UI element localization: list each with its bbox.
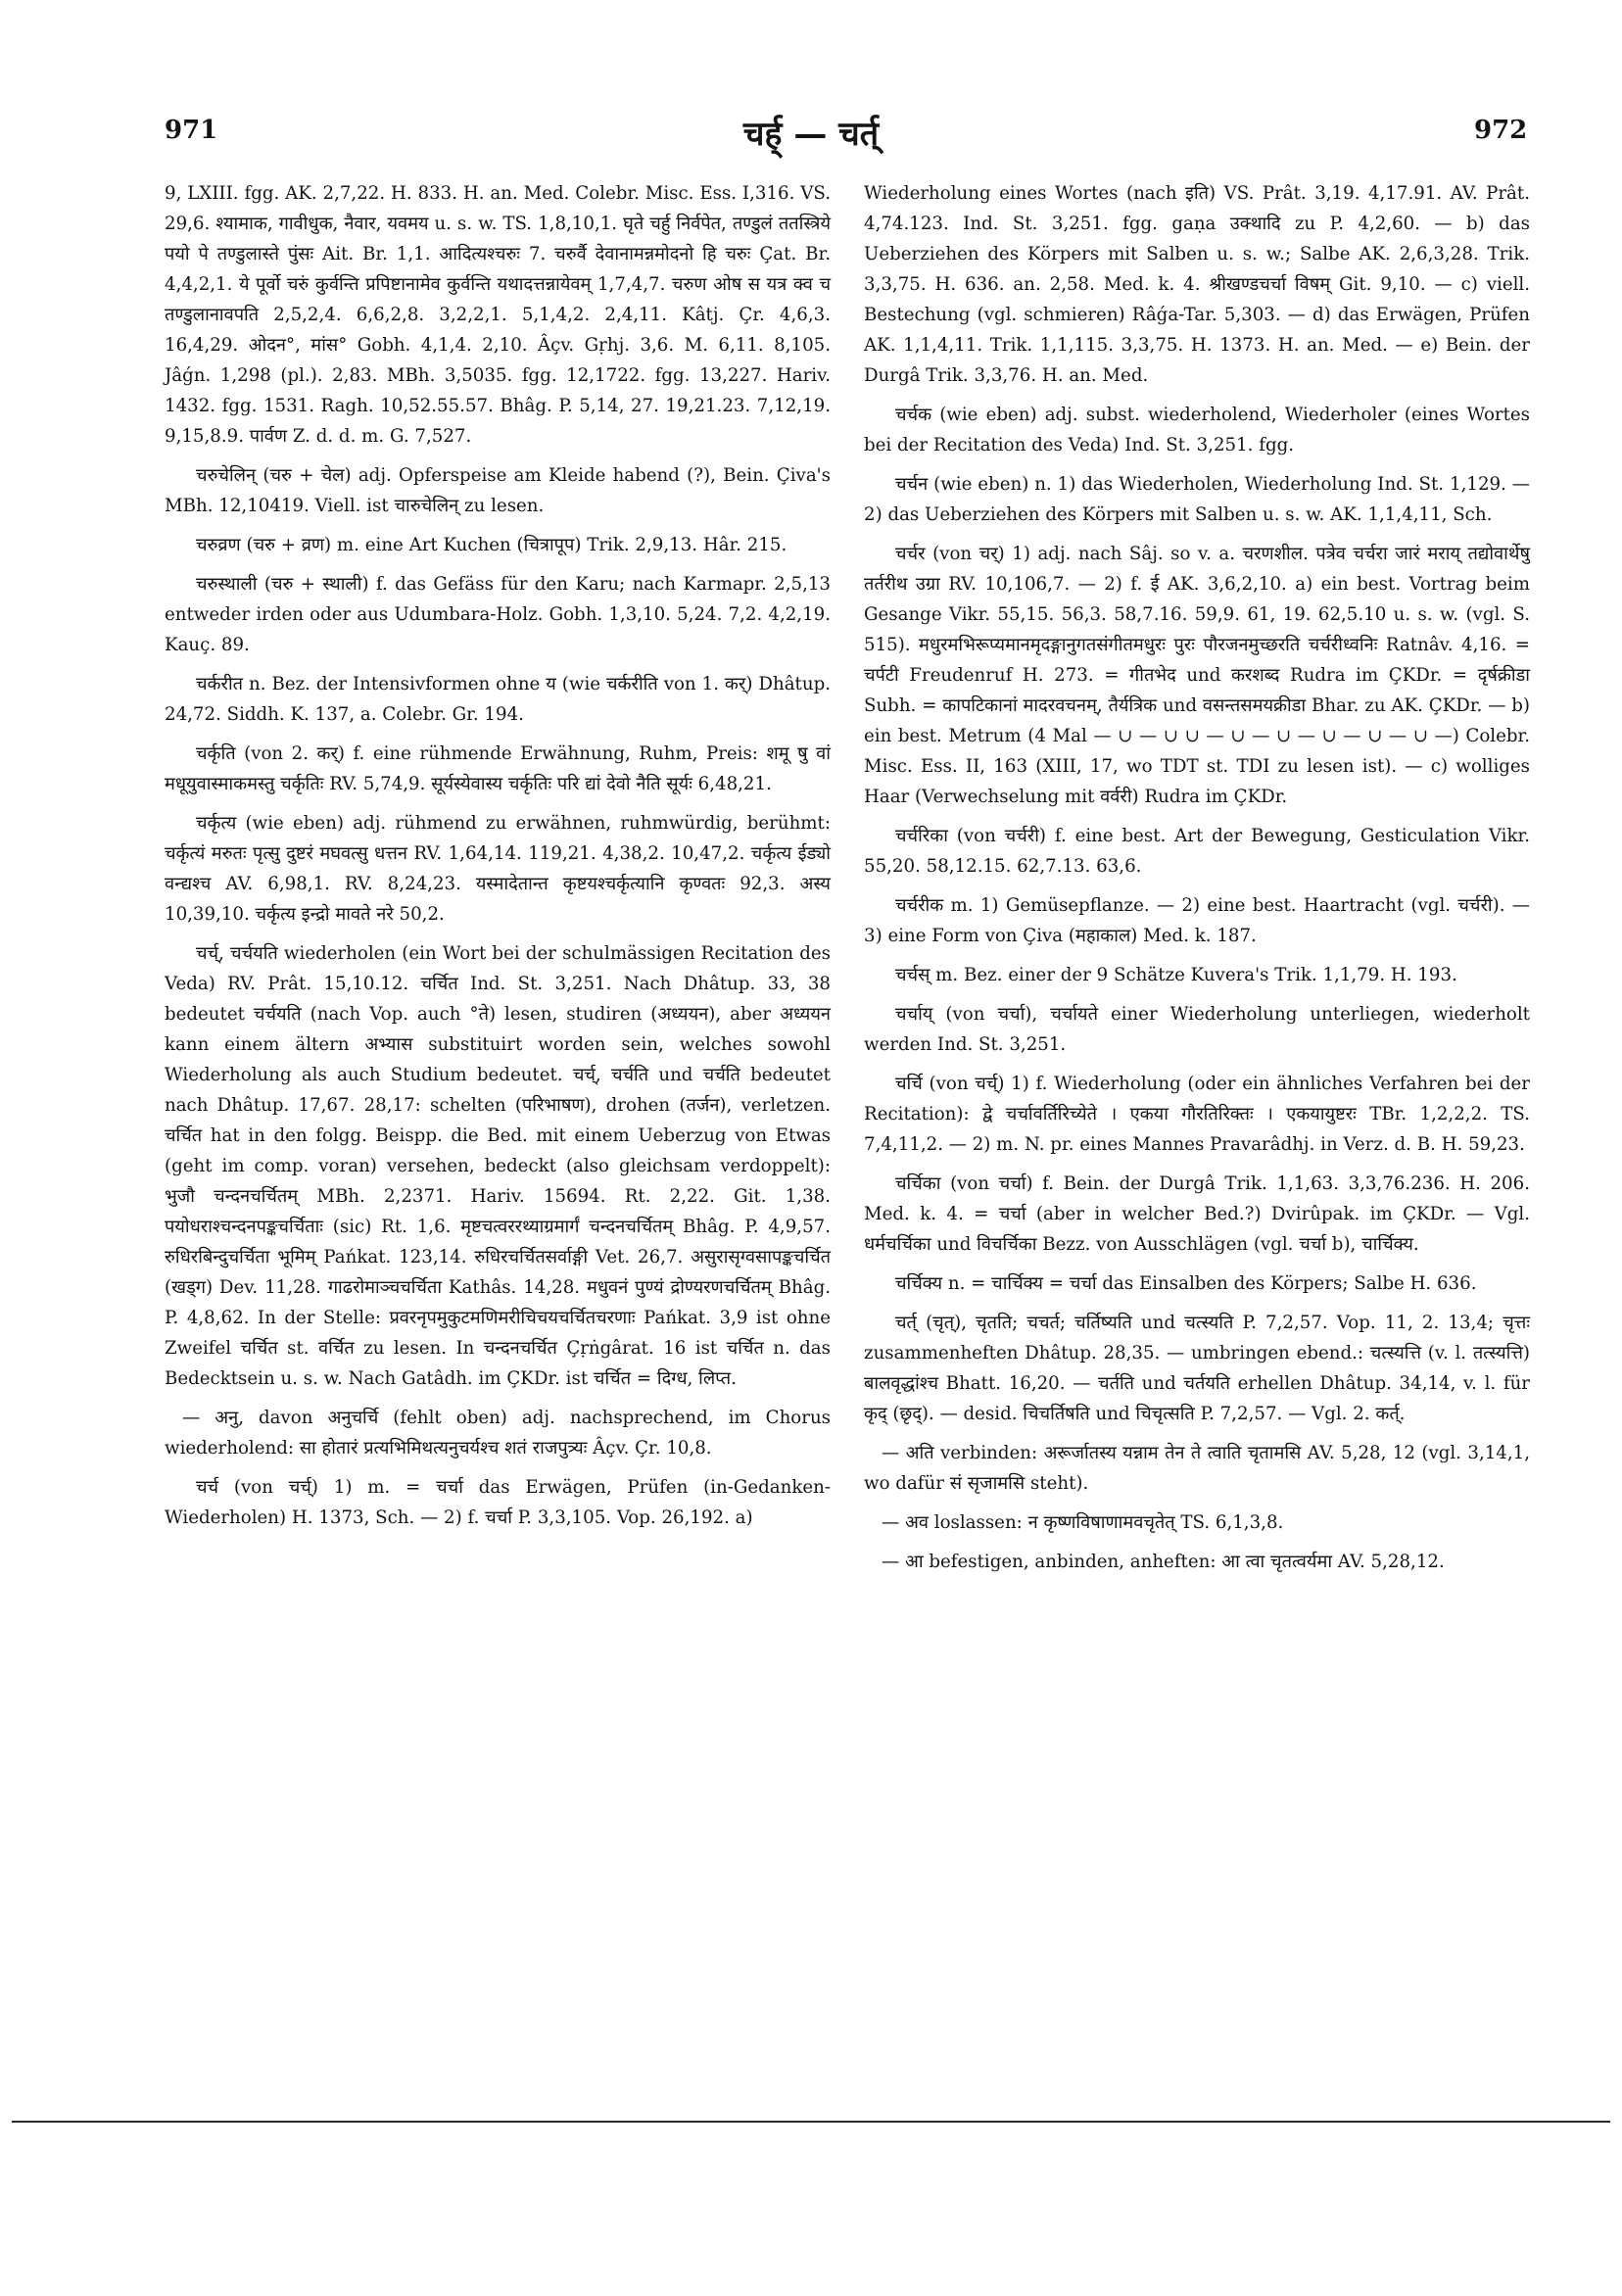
entry-text: चर्चन (wie eben) n. 1) das Wiederholen, Wiederholung Ind. St. 1,129. — 2) das Ueberziehen des Körpers mit Salben u. s. w. AK. 1,1,4,11, Sch. (864, 474, 1530, 525)
entry-text: चर्त् (चृत्), चृतति; चचर्त; चर्तिष्यति und चत्स्यति P. 7,2,57. Vop. 11, 2. 13,4; चृत्तः zusammenheften Dhâtup. 28,35. — umbringen ebend.: चत्स्यत्ति (v. l. तत्स्यत्ति) बालवृद्धांश्च Bhatt. 16,20. — चर्तति und चर्तयति erhellen Dhâtup. 34,14, v. l. für कृद् (छृद्). — desid. चिचर्तिषति und चिचृत्सति P. 7,2,57. — Vgl. 2. कर्त्. (864, 1313, 1530, 1424)
entry-text: चर्चिक्य n. = चार्चिक्य = चर्चा das Einsalben des Körpers; Salbe H. 636. (895, 1273, 1477, 1294)
entry-text: चर्कृति (von 2. कर्) f. eine rühmende Erwähnung, Ruhm, Preis: शमू षु वां मधूयुवास्माकमस्तु चर्कृतिः RV. 5,74,9. सूर्यस्येवास्य चर्कृतिः परि द्यां देवो नैति सूर्यः 6,48,21. (165, 743, 831, 794)
page-number-right: 972 (1474, 116, 1528, 145)
entry-text: चर्करीत n. Bez. der Intensivformen ohne य (wie चर्करीति von 1. कर्) Dhâtup. 24,72. Siddh. K. 137, a. Colebr. Gr. 194. (165, 674, 831, 725)
bottom-rule (12, 2121, 1610, 2123)
entry-text: चर्चस् m. Bez. einer der 9 Schätze Kuvera's Trik. 1,1,79. H. 193. (895, 965, 1457, 985)
entry-text: 9, LXIII. fgg. AK. 2,7,22. H. 833. H. an. Med. Colebr. Misc. Ess. I,316. VS. 29,6. श्यामाक, गावीधुक, नैवार, यवमय u. s. w. TS. 1,8,10,1. घृते चर्हु निर्वपेत, तण्डुलं ततस्त्रिये पयो पे तण्डुलास्ते पुंसः Ait. Br. 1,1. आदित्यश्चरुः 7. चरुर्वै देवानामन्नमोदनो हि चरुः Çat. Br. 4,4,2,1. ये पूर्वो चरुं कुर्वन्ति प्रपिष्टानामेव कुर्वन्ति यथादत्तन्नायेवम् 1,7,4,7. चरुण ओष स यत्र क्व च तण्डुलानावपति 2,5,2,4. 6,6,2,8. 3,2,2,1. 5,1,4,2. 2,4,11. Kâtj. Çr. 4,6,3. 16,4,29. ओदन°, मांस° Gobh. 4,1,4. 2,10. Âçv. Gṛhj. 3,6. M. 6,11. 8,105. Jâǵn. 1,298 (pl.). 2,83. MBh. 3,5035. fgg. 12,1722. fgg. 13,227. Hariv. 1432. fgg. 1531. Ragh. 10,52.55.57. Bhâg. P. 5,14, 27. 19,21.23. 7,12,19. 9,15,8.9. पार्वण Z. d. d. m. G. 7,527. (165, 183, 831, 447)
entry-text: चर्चक (wie eben) adj. subst. wiederholend, Wiederholer (eines Wortes bei der Recitation des Veda) Ind. St. 3,251. fgg. (864, 405, 1530, 455)
entry-text: चर्चाय् (von चर्चा), चर्चायते einer Wiederholung unterliegen, wiederholt werden Ind. St. 3,251. (864, 1004, 1530, 1055)
entry-text: चर्च (von चर्च्) 1) m. = चर्चा das Erwägen, Prüfen (in-Gedanken-Wiederholen) H. 1373, Sch. — 2) f. चर्चा P. 3,3,105. Vop. 26,192. a) (165, 1477, 831, 1528)
right-column (864, 178, 1530, 1586)
left-column (165, 178, 831, 1542)
entry-text: चर्चरीक m. 1) Gemüsepflanze. — 2) eine best. Haartracht (vgl. चर्चरी). — 3) eine Form von Çiva (महाकाल) Med. k. 187. (864, 895, 1530, 946)
entry-text: — अति verbinden: अरूर्जातस्य यन्नाम तेन ते त्वाति चृतामसि AV. 5,28, 12 (vgl. 3,14,1, wo dafür सं सृजामसि steht). (864, 1443, 1530, 1494)
entry-text: — अनु, davon अनुचर्चि (fehlt oben) adj. nachsprechend, im Chorus wiederholend: सा होतारं प्रत्यभिमिथत्यनुचर्यश्च शतं राजपुत्र्यः Âçv. Çr. 10,8. (165, 1408, 831, 1459)
entry-text: चर्च्, चर्चयति wiederholen (ein Wort bei der schulmässigen Recitation des Veda) RV. Prât. 15,10.12. चर्चित Ind. St. 3,251. Nach Dhâtup. 33, 38 bedeutet चर्चयति (nach Vop. auch °ते) lesen, studiren (अध्ययन), aber अध्ययन kann einem ältern अभ्यास substituirt worden sein, welches sowohl Wiederholung als auch Studium bedeutet. चर्च्, चर्चति und चर्चति bedeutet nach Dhâtup. 17,67. 28,17: schelten (परिभाषण), drohen (तर्जन), verletzen. चर्चित hat in den folgg. Beispp. die Bed. mit einem Ueberzug von Etwas (geht im comp. voran) versehen, bedeckt (also gleichsam verdoppelt): भुजौ चन्दनचर्चितम् MBh. 2,2371. Hariv. 15694. Rt. 2,22. Git. 1,38. पयोधराश्चन्दनपङ्कचर्चिताः (sic) Rt. 1,6. मृष्टचत्वररथ्याग्रमार्गं चन्दनचर्चितम् Bhâg. P. 4,9,57. रुधिरबिन्दुचर्चिता भूमिम् Pańkat. 123,14. रुधिरचर्चितसर्वाङ्गी Vet. 26,7. असुरासृग्वसापङ्कचर्चित (खड्ग) Dev. 11,28. गाढरोमाञ्चचर्चिता Kathâs. 14,28. मधुवनं पुण्यं द्रोण्यरणचर्चितम् Bhâg. P. 4,8,62. In der Stelle: प्रवरनृपमुकुटमणिमरीचिचयचर्चितचरणाः Pańkat. 3,9 ist ohne Zweifel चर्चित st. वर्चित zu lesen. In चन्दनचर्चित Çṛṅgârat. 16 ist चर्चित n. das Bedecktsein u. s. w. Nach Gatâdh. im ÇKDr. ist चर्चित = दिग्ध, लिप्त. (165, 943, 831, 1389)
entry-text: चरुचेलिन् (चरु + चेल) adj. Opferspeise am Kleide habend (?), Bein. Çiva's MBh. 12,10419. Viell. ist चारुचेलिन् zu lesen. (165, 465, 831, 516)
entry-text: Wiederholung eines Wortes (nach इति) VS. Prât. 3,19. 4,17.91. AV. Prât. 4,74.123. Ind. St. 3,251. fgg. gaṇa उक्थादि zu P. 4,2,60. — b) das Ueberziehen des Körpers mit Salben u. s. w.; Salbe AK. 2,6,3,28. Trik. 3,3,75. H. 636. an. 2,58. Med. k. 4. श्रीखण्डचर्चा विषम् Git. 9,10. — c) viell. Bestechung (vgl. schmieren) Râǵa-Tar. 5,303. — d) das Erwägen, Prüfen AK. 1,1,4,11. Trik. 1,1,115. 3,3,75. H. 1373. H. an. Med. — e) Bein. der Durgâ Trik. 3,3,76. H. an. Med. (864, 183, 1530, 386)
entry-text: चरुव्रण (चरु + व्रण) m. eine Art Kuchen (चित्रापूप) Trik. 2,9,13. Hâr. 215. (196, 535, 787, 555)
entry-text: — अव loslassen: न कृष्णविषाणामवचृतेत् TS. 6,1,3,8. (882, 1512, 1284, 1533)
page-number-left: 971 (165, 116, 218, 145)
entry-text: चर्चिका (von चर्चा) f. Bein. der Durgâ Trik. 1,1,63. 3,3,76.236. H. 206. Med. k. 4. = चर्चा (aber in welcher Bed.?) Dvirûpak. im ÇKDr. — Vgl. धर्मचर्चिका und विचर्चिका Bezz. von Ausschlägen (vgl. चर्चा b), चार्चिक्य. (864, 1173, 1530, 1255)
entry-text: चर्चर (von चर्) 1) adj. nach Sâj. so v. a. चरणशील. पत्रेव चर्चरा जारं मराय् तद्योवार्थेषु तर्तरीथ उग्रा RV. 10,106,7. — 2) f. ई AK. 3,6,2,10. a) ein best. Vortrag beim Gesange Vikr. 55,15. 56,3. 58,7.16. 59,9. 61, 19. 62,5.10 u. s. w. (vgl. S. 515). मधुरमभिरूप्यमानमृदङ्गानुगतसंगीतमधुरः पुरः पौरजनमुच्छरति चर्चरीध्वनिः Ratnâv. 4,16. = चर्पटी Freudenruf H. 273. = गीतभेद und करशब्द Rudra im ÇKDr. = दृर्षक्रीडा Subh. = कापटिकानां मादरवचनम्, तैर्यत्रिक und वसन्तसमयक्रीडा Bhar. zu AK. ÇKDr. — b) ein best. Metrum (4 Mal — ∪ — ∪ ∪ — ∪ — ∪ — ∪ — ∪ — ∪ —) Colebr. Misc. Ess. II, 163 (XIII, 17, wo TDT st. TDI zu lesen ist). — c) wolliges Haar (Verwechselung mit वर्वरी) Rudra im ÇKDr. (864, 544, 1530, 807)
entry-text: चर्चरिका (von चर्चरी) f. eine best. Art der Bewegung, Gesticulation Vikr. 55,20. 58,12.15. 62,7.13. 63,6. (864, 826, 1530, 877)
entry-text: चर्कृत्य (wie eben) adj. rühmend zu erwähnen, ruhmwürdig, berühmt: चर्कृत्यं मरुतः पृत्सु दुष्टरं मघवत्सु धत्तन RV. 1,64,14. 119,21. 4,38,2. 10,47,2. चर्कृत्य ईड्यो वन्द्यश्च AV. 6,98,1. RV. 8,24,23. यस्मादेतान्त कृष्टयश्चर्कृत्यानि कृण्वतः 92,3. अस्य 10,39,10. चर्कृत्य इन्द्रो मावते नरे 50,2. (165, 813, 831, 925)
entry-text: चरुस्थाली (चरु + स्थाली) f. das Gefäss für den Karu; nach Karmapr. 2,5,13 entweder irden oder aus Udumbara-Holz. Gobh. 1,3,10. 5,24. 7,2. 4,2,19. Kauç. 89. (165, 574, 831, 655)
entry-text: — आ befestigen, anbinden, anheften: आ त्वा चृतत्वर्यमा AV. 5,28,12. (882, 1552, 1445, 1572)
entry-text: चर्चि (von चर्च्) 1) f. Wiederholung (oder ein ähnliches Verfahren bei der Recitation): द्वे चर्चावर्तिरिच्येते । एकया गौरतिरिक्तः । एकयायुष्टरः TBr. 1,2,2,2. TS. 7,4,11,2. — 2) m. N. pr. eines Mannes Pravarâdhj. in Verz. d. B. H. 59,23. (864, 1074, 1530, 1155)
running-header: चर्ह् — चर्त् (742, 115, 880, 154)
